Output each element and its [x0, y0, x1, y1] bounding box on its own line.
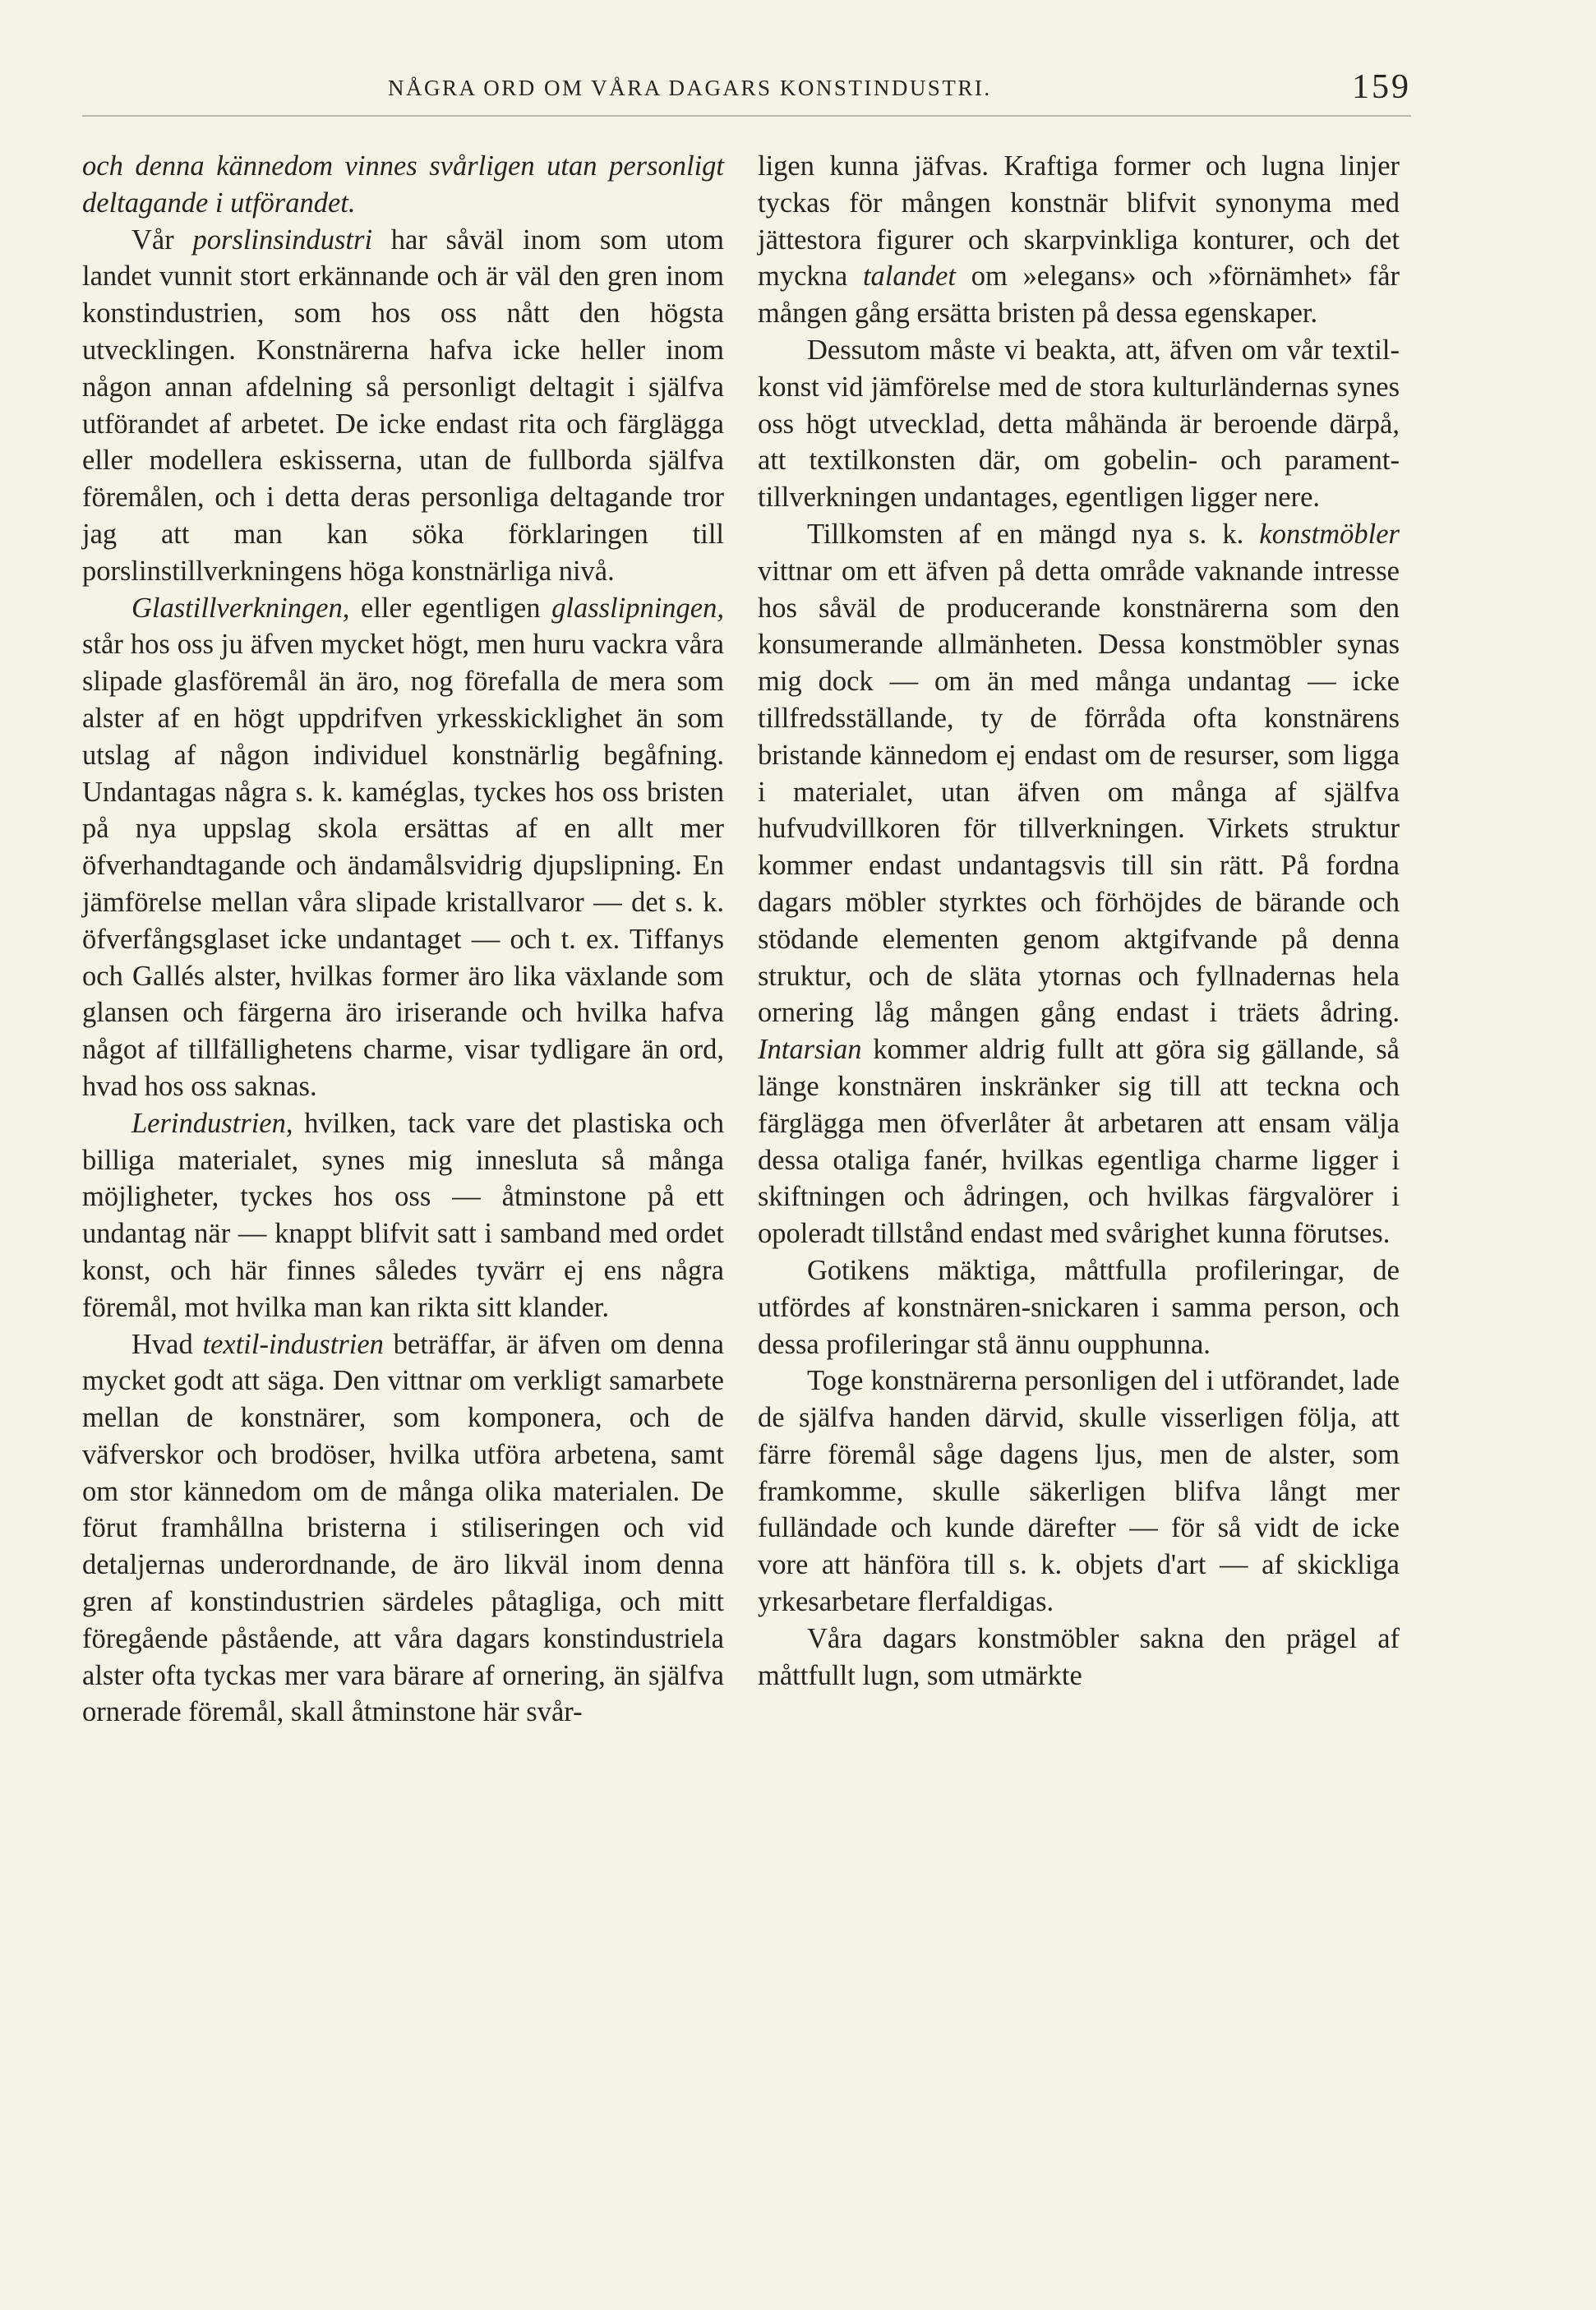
page-number: 159	[1352, 68, 1411, 106]
page-header	[82, 67, 1411, 108]
paragraph-textil-industrien: Hvad textil-industrien beträffar, är äfven om denna mycket godt att säga. Den vittnar om verkligt samarbete mellan de konstnärer, som komponera, och de väfverskor och brodöser, hvilka utföra arbetena, samt om stor kännedom om de många olika materialen. De förut framhållna bristerna i stiliseringen och vid detaljernas underordnande, de äro likväl inom denna gren af konstindustrien särdeles påtagliga, och mitt föregående påstående, att våra dagars konstindustriela alster ofta tyckas mer vara bärare af ornering, än själfva ornerade föremål, skall åtminstone här svår-	[82, 1328, 724, 1728]
running-title: NÅGRA ORD OM VÅRA DAGARS KONSTINDUSTRI.	[388, 76, 992, 100]
paragraph-lerindustrien: Lerindustrien, hvilken, tack vare det plastiska och billiga materialet, synes mig innesluta så många möjligheter, tyckes hos oss — åtminstone på ett undantag när — knappt blifvit satt i samband med ordet konst, och här finnes således tyvärr ej ens några föremål, mot hvilka man kan rikta sitt klander.	[82, 1107, 724, 1323]
paragraph-toge-konstnarerna: Toge konstnärerna personligen del i utförandet, lade de själfva handen därvid, skulle visserligen följa, att färre föremål såge dagens ljus, men de alster, som framkomme, skulle säkerligen blifva långt mer fulländade och kunde därefter — för så vidt de icke vore att hänföra till s. k. objets d'art — af skickliga yrkesarbetare flerfaldigas.	[758, 1365, 1400, 1618]
paragraph-porslinsindustri: Vår porslinsindustri har såväl inom som utom landet vunnit stort erkännande och är väl den gren inom konstindustrien, som hos oss nått den högsta utvecklingen. Konstnärerna hafva icke heller inom någon annan afdelning så personligt deltagit i själfva utförandet af arbetet. De icke endast rita och färglägga eller modellera eskisserna, utan de fullborda själfva föremålen, och i detta deras personliga deltagande tror jag att man kan söka förklaringen till porslinstillverkningens höga konstnärliga nivå.	[82, 224, 725, 587]
paragraph-glastillverkningen: Glastillverkningen, eller egentligen glasslipningen, står hos oss ju äfven mycket högt, men huru vackra våra slipade glasföremål än äro, nog förefalla de mera som alster af en högt uppdrifven yrkesskicklighet än som utslag af någon individuel konstnärlig begåfning. Undantagas några s. k. kaméglas, tyckes hos oss bristen på nya uppslag skola ersättas af en allt mer öfverhandtagande och ändamålsvidrig djupslipning. En jämförelse mellan våra slipade kristallvaror — det s. k. öfverfångsglaset icke undantaget — och t. ex. Tiffanys och Gallés alster, hvilkas former äro lika växlande som glansen och färgerna äro iriserande och hvilka hafva något af tillfällighetens charme, visar tydligare än ord, hvad hos oss saknas.	[82, 592, 724, 1102]
right-column	[758, 148, 1400, 2194]
italic-term: glasslipningen,	[551, 592, 724, 624]
italic-term: talandet	[862, 261, 957, 293]
paragraph-textil-konst: Dessutom måste vi beakta, att, äfven om vår textil-konst vid jämförelse med de stora kulturländernas synes oss högt utvecklad, detta måhända är beroende därpå, att textilkonsten där, om gobelin- och parament-tillverkningen undantages, egentligen ligger nere.	[758, 334, 1400, 514]
paragraph	[82, 148, 724, 222]
italic-term: Intarsian	[758, 1034, 862, 1066]
paragraph-konstmobler: Tillkomsten af en mängd nya s. k. konstmöbler vittnar om ett äfven på detta område vaknande intresse hos såväl de producerande konstnärerna som den konsumerande allmänheten. Dessa konstmöbler synas mig dock — om än med många undantag — icke tillfredsställande, ty de förråda ofta konstnärens bristande kännedom ej endast om de resurser, som ligga i materialet, utan äfven om många af själfva hufvudvillkoren för tillverkningen. Virkets struktur kommer endast undantagsvis till sin rätt. På fordna dagars möbler styrktes och förhöjdes de bärande och stödande elementen genom aktgifvande på denna struktur, och de släta ytornas och fyllnadernas hela ornering låg mången gång endast i träets ådring. Intarsian kommer aldrig fullt att göra sig gällande, så länge konstnären inskränker sig till att teckna och färglägga men öfverlåter åt arbetaren att ensam välja dessa otaliga fanér, hvilkas egentliga charme ligger i skiftningen och ådringen, och hvilkas färgvalörer i opoleradt tillstånd endast med svårighet kunna förutses.	[758, 518, 1400, 1250]
paragraph-gotiken: Gotikens mäktiga, måttfulla profileringar, de utfördes af konstnären-snickaren i samma person, och dessa profileringar stå ännu oupphunna.	[758, 1254, 1400, 1360]
paragraph-vara-dagars: Våra dagars konstmöbler sakna den prägel af måttfullt lugn, som utmärkte	[758, 1622, 1400, 1691]
italic-term: textil-industrien	[202, 1328, 384, 1360]
left-column	[82, 148, 724, 2194]
italic-term: Lerindustrien,	[131, 1107, 293, 1139]
italic-text: och denna kännedom vinnes svårligen utan personligt deltagande i utförandet.	[82, 150, 724, 219]
paragraph-continuation: ligen kunna jäfvas. Kraftiga former och lugna linjer tyckas för mången konstnär blifvit synonyma med jättestora figurer och skarpvinkliga konturer, och det myckna talandet om »elegans» och »förnämhet» får mången gång ersätta bristen på dessa egenskaper.	[758, 150, 1400, 330]
italic-term: konstmöbler	[1259, 518, 1400, 550]
header-rule	[82, 115, 1411, 117]
italic-term: Glastillverkningen,	[131, 592, 350, 624]
italic-term: porslinsindustri	[192, 224, 373, 256]
